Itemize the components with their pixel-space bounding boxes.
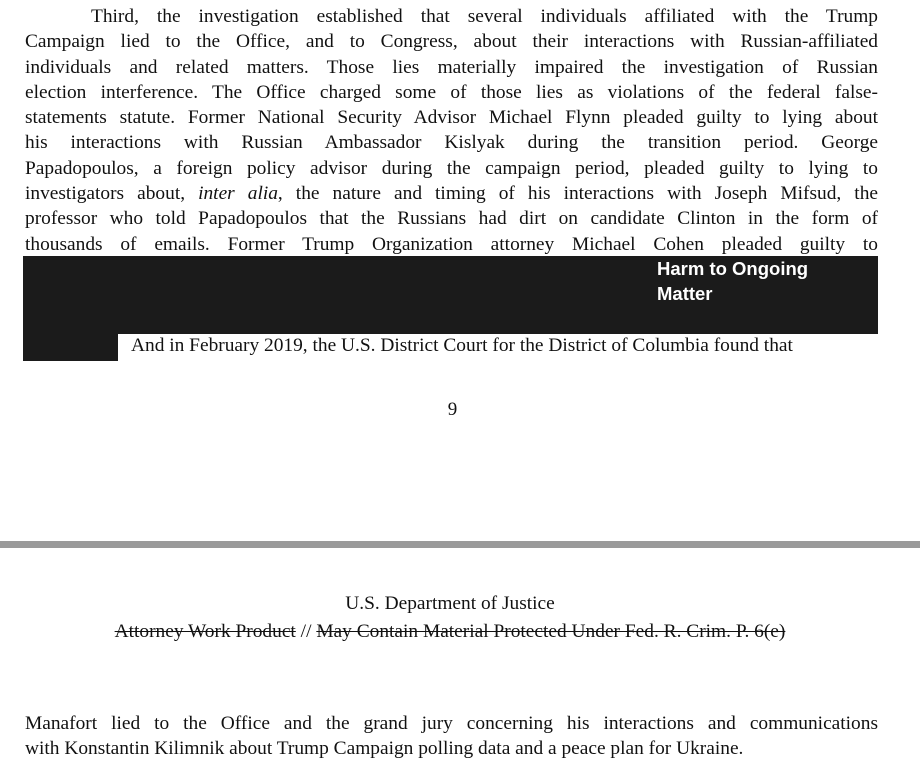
text-line: election interference. The Office charged some of those lies as violations of the federal false- (25, 81, 878, 103)
text-line: his interactions with Russian Ambassador Kislyak during the transition period. George (25, 132, 878, 154)
page-number: 9 (447, 399, 458, 420)
paragraph-false-statements (25, 4, 878, 282)
text-line: statements statute. Former National Security Advisor Michael Flynn pleaded guilty to lying about (25, 107, 878, 129)
struck-marking: May Contain Material Protected Under Fed. R. Crim. P. 6(e) (316, 621, 786, 642)
text-segment: investigators about, (25, 183, 199, 205)
text-segment: , the nature and timing of his interactions with Joseph Mifsud, the (277, 183, 878, 205)
text-line: Papadopoulos, a foreign policy advisor during the campaign period, pleaded guilty to lying to (25, 157, 878, 179)
text-line: Third, the investigation established that several individuals affiliated with the Trump (91, 6, 878, 27)
text-line: individuals and related matters. Those lies materially impaired the investigation of Russian (25, 56, 878, 78)
redaction-label-line: Matter (657, 283, 713, 304)
text-line: Campaign lied to the Office, and to Congress, about their interactions with Russian-affiliated (25, 31, 878, 53)
text-line (25, 181, 878, 206)
text-line: thousands of emails. Former Trump Organization attorney Michael Cohen pleaded guilty to (25, 233, 878, 255)
italic-phrase: inter alia (198, 183, 278, 205)
text-line: with Konstantin Kilimnik about Trump Campaign polling data and a peace plan for Ukraine. (25, 738, 744, 760)
text-line: professor who told Papadopoulos that the Russians had dirt on candidate Clinton in the form of (25, 208, 878, 230)
redaction-label (657, 256, 808, 306)
redaction-block-tail (23, 334, 118, 361)
page-divider (0, 541, 920, 548)
struck-marking: Attorney Work Product (114, 621, 296, 642)
text-line: Manafort lied to the Office and the grand jury concerning his interactions and communications (25, 713, 878, 734)
redaction-label-line: Harm to Ongoing (657, 258, 809, 279)
classification-marking (0, 621, 900, 643)
text-line-after-redaction: And in February 2019, the U.S. District Court for the District of Columbia found that (131, 335, 793, 356)
department-header: U.S. Department of Justice (345, 593, 555, 614)
paragraph-manafort (25, 711, 878, 762)
marking-separator: // (295, 621, 317, 642)
